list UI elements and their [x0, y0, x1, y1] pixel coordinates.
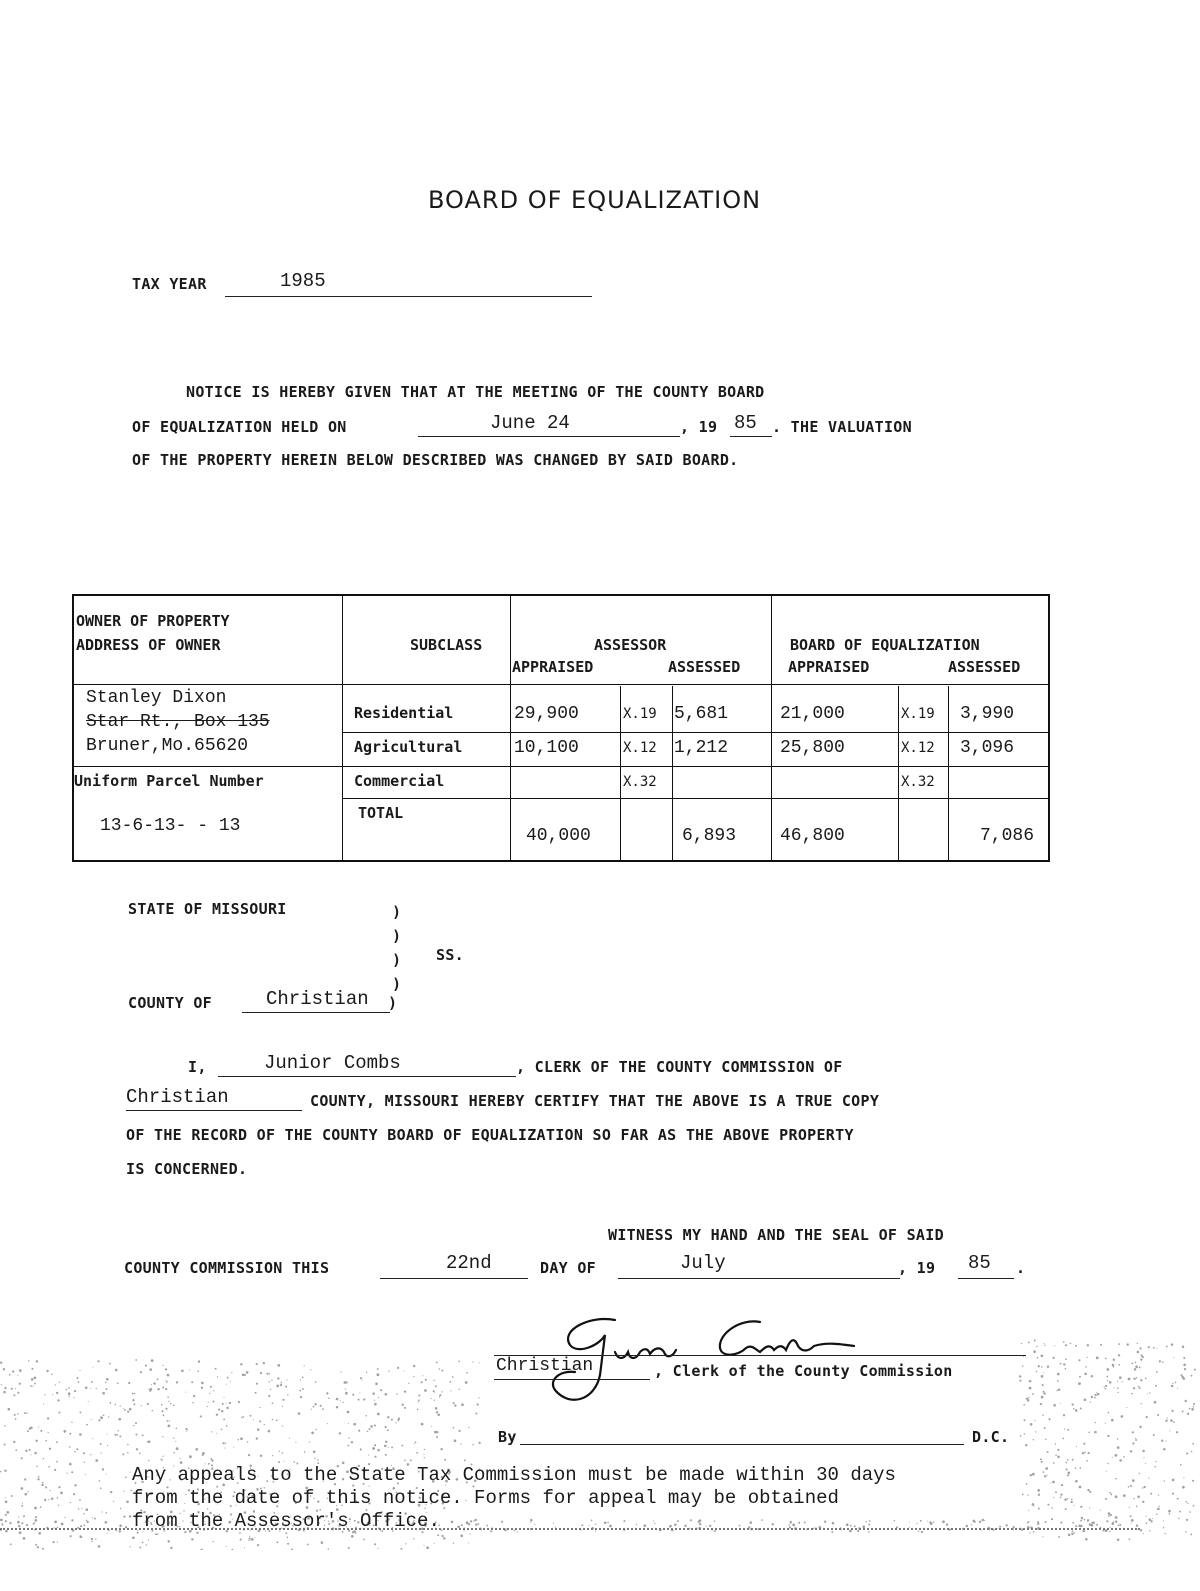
- witness-year: 85: [968, 1252, 991, 1274]
- row-1-board-appraised: 21,000: [780, 704, 845, 724]
- tax-year-label: TAX YEAR: [132, 275, 207, 293]
- row-1-board-rate: X.19: [901, 706, 935, 722]
- header-subclass: SUBCLASS: [410, 636, 483, 654]
- row-1-assessor-assessed: 5,681: [674, 704, 729, 724]
- tax-year-value: 1985: [280, 270, 326, 292]
- total-board-assessed: 7,086: [980, 826, 1035, 846]
- row-2-board-appraised: 25,800: [780, 738, 845, 758]
- row-2-board-assessed: 3,096: [960, 738, 1015, 758]
- witness-prefix: COUNTY COMMISSION THIS: [124, 1259, 330, 1277]
- total-label: TOTAL: [358, 804, 404, 822]
- document-page: BOARD OF EQUALIZATION TAX YEAR 1985 NOTICE IS HEREBY GIVEN THAT AT THE MEETING OF THE COUNTY BOARD OF EQUALIZATION HELD ON June 24 , 19 85 . THE VALUATION OF THE PROPERTY HEREIN BELOW DESCRIBED WAS CHANGED BY SAID BOARD. OWNER OF PROPERTY ADDRESS OF OWNER SUBCLASS ASSESSOR APPRAISED ASSESSED BOARD OF EQUALIZATION APPRAISED ASSESSED Stanley Dixon Star Rt., Box 135 Bruner,Mo.65620 Uniform Parcel Number 13-6-13- - 13 Residential 29,900 X.19 5,681 21,000 X.19 3,990 Agricultural 10,100 X.12 1,212 25,800 X.12 3,096 Commercial X.32 X.32 TOTAL 40,000 6,893 46,800 7,086 STATE OF MISSOURI ) ) ) ) SS. COUNTY OF Christian ) I, Junior Combs , CLERK OF THE COUNTY COMMISSION OF Christian COUNTY, MISSOURI HEREBY CERTIFY THAT THE ABOVE IS A TRUE COPY OF THE RECORD OF THE COUNTY BOARD OF EQUALIZATION SO FAR AS THE ABOVE PROPERTY IS CONCERNED. WITNESS MY HAND AND THE SEAL OF SAID COUNTY COMMISSION THIS 22nd DAY OF July , 19 85 . Christian , Clerk of the County Commission By D.C. Any appeals to the State Tax Commission must be made within 30 days from the date of this notice. Forms for appeal may be obtained from the Assessor's Office.: [0, 0, 1200, 1591]
- dc-label: D.C.: [972, 1428, 1010, 1446]
- row-2-assessor-appraised: 10,100: [514, 738, 579, 758]
- header-address: ADDRESS OF OWNER: [76, 636, 221, 654]
- witness-month: July: [680, 1252, 726, 1274]
- clerk-name-underline: [218, 1076, 516, 1077]
- parcel-label: Uniform Parcel Number: [74, 772, 264, 790]
- cert-line-2-suffix: COUNTY, MISSOURI HEREBY CERTIFY THAT THE ABOVE IS A TRUE COPY: [310, 1092, 880, 1110]
- tax-year-underline: [225, 296, 592, 297]
- witness-day-underline: [380, 1278, 528, 1279]
- header-board: BOARD OF EQUALIZATION: [790, 636, 980, 654]
- venue-county-value: Christian: [266, 988, 369, 1010]
- witness-year-prefix: , 19: [898, 1259, 936, 1277]
- header-owner: OWNER OF PROPERTY: [76, 612, 230, 630]
- witness-day: 22nd: [446, 1252, 492, 1274]
- header-assessor-appraised: APPRAISED: [512, 658, 594, 676]
- row-3-assessor-rate: X.32: [623, 774, 657, 790]
- cert-county-value: Christian: [126, 1086, 229, 1108]
- notice-line-1: NOTICE IS HEREBY GIVEN THAT AT THE MEETING OF THE COUNTY BOARD: [186, 383, 765, 401]
- cert-line-4: IS CONCERNED.: [126, 1160, 248, 1178]
- meeting-date-underline: [418, 436, 680, 437]
- owner-name: Stanley Dixon: [86, 688, 227, 708]
- witness-line-1: WITNESS MY HAND AND THE SEAL OF SAID: [608, 1226, 944, 1244]
- row-1-assessor-appraised: 29,900: [514, 704, 579, 724]
- witness-day-of: DAY OF: [540, 1259, 596, 1277]
- clerk-name: Junior Combs: [264, 1052, 401, 1074]
- footnote-line-1: Any appeals to the State Tax Commission must be made within 30 days: [132, 1464, 896, 1486]
- owner-address-struck: Star Rt., Box 135: [86, 712, 270, 732]
- venue-county-label: COUNTY OF: [128, 994, 212, 1012]
- venue-brackets: ) ) ) ): [392, 903, 402, 993]
- venue-county-underline: [242, 1012, 390, 1013]
- footer-edge: [0, 1528, 1140, 1530]
- footnote-line-2: from the date of this notice. Forms for appeal may be obtained: [132, 1487, 839, 1509]
- meeting-year: 85: [734, 412, 757, 434]
- signature-title: , Clerk of the County Commission: [654, 1362, 953, 1380]
- total-assessor-assessed: 6,893: [682, 826, 737, 846]
- meeting-date: June 24: [490, 412, 570, 434]
- header-board-assessed: ASSESSED: [948, 658, 1021, 676]
- header-board-appraised: APPRAISED: [788, 658, 870, 676]
- cert-i: I,: [188, 1058, 207, 1076]
- cert-line-3: OF THE RECORD OF THE COUNTY BOARD OF EQUALIZATION SO FAR AS THE ABOVE PROPERTY: [126, 1126, 854, 1144]
- notice-line-3: OF THE PROPERTY HEREIN BELOW DESCRIBED WAS CHANGED BY SAID BOARD.: [132, 451, 739, 469]
- meeting-year-prefix: , 19: [680, 418, 718, 436]
- witness-month-underline: [618, 1278, 900, 1279]
- document-title: BOARD OF EQUALIZATION: [428, 186, 762, 214]
- row-1-subclass: Residential: [354, 704, 454, 722]
- total-board-appraised: 46,800: [780, 826, 845, 846]
- cert-county-underline: [126, 1110, 302, 1111]
- venue-ss: SS.: [436, 946, 464, 964]
- row-3-board-rate: X.32: [901, 774, 935, 790]
- witness-year-underline: [958, 1278, 1014, 1279]
- cert-line-1-suffix: , CLERK OF THE COUNTY COMMISSION OF: [516, 1058, 843, 1076]
- total-assessor-appraised: 40,000: [526, 826, 591, 846]
- row-2-board-rate: X.12: [901, 740, 935, 756]
- row-2-assessor-assessed: 1,212: [674, 738, 729, 758]
- row-2-assessor-rate: X.12: [623, 740, 657, 756]
- row-1-assessor-rate: X.19: [623, 706, 657, 722]
- notice-line-2-suffix: . THE VALUATION: [772, 418, 912, 436]
- signature-county: Christian: [496, 1356, 594, 1376]
- parcel-number: 13-6-13- - 13: [100, 816, 241, 836]
- venue-state: STATE OF MISSOURI: [128, 900, 287, 918]
- by-label: By: [498, 1428, 517, 1446]
- header-assessor: ASSESSOR: [594, 636, 667, 654]
- valuation-table: [72, 594, 1050, 862]
- row-2-subclass: Agricultural: [354, 738, 463, 756]
- footnote-line-3: from the Assessor's Office.: [132, 1510, 440, 1532]
- row-3-subclass: Commercial: [354, 772, 445, 790]
- meeting-year-underline: [730, 436, 772, 437]
- header-assessor-assessed: ASSESSED: [668, 658, 741, 676]
- owner-city: Bruner,Mo.65620: [86, 736, 249, 756]
- notice-line-2-prefix: OF EQUALIZATION HELD ON: [132, 418, 347, 436]
- row-1-board-assessed: 3,990: [960, 704, 1015, 724]
